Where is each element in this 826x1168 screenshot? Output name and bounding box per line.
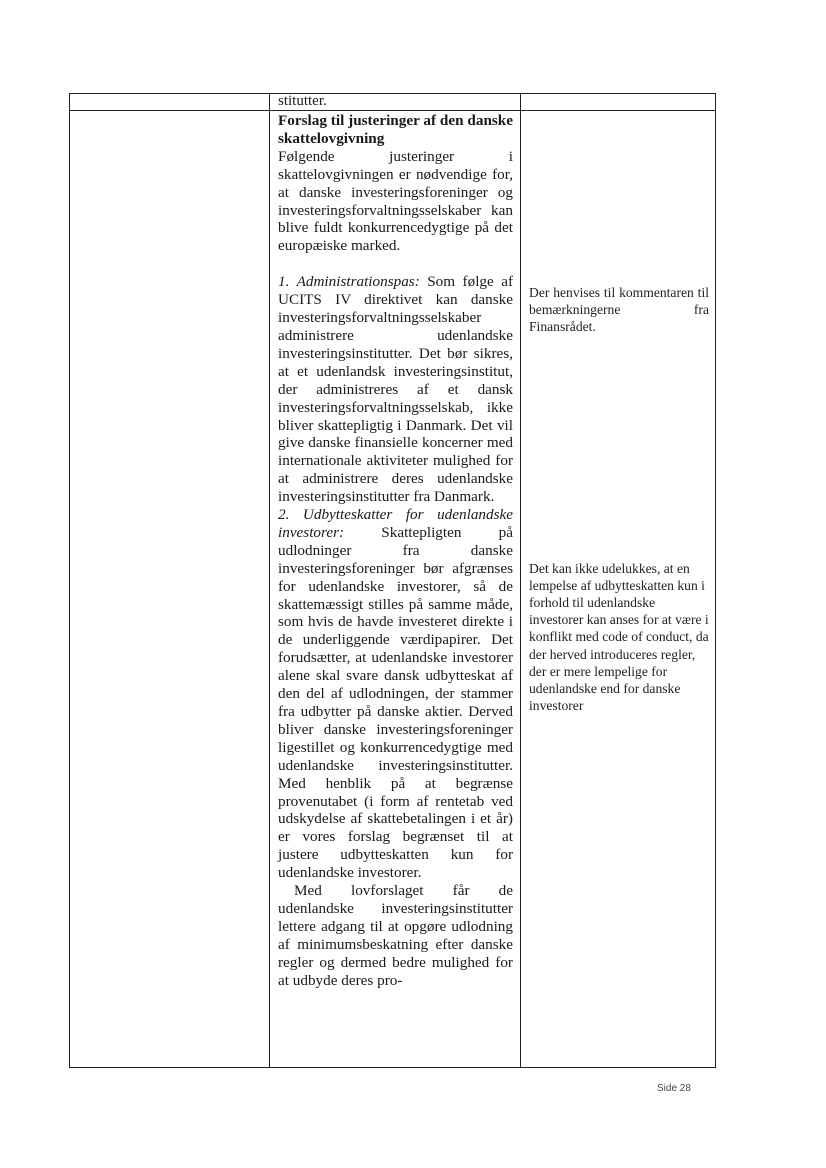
item-1-paragraph <box>278 273 513 506</box>
item-1-text: Som følge af UCITS IV direktivet kan danske investeringsforvaltningsselskaber administrere udenlandske investeringsinstitutter. Det bør sikres, at et udenlandsk investeringsinstitut, der administreres af et dansk investeringsforvaltningsselskab, ikke bliver skattepligtig i Danmark. Det vil give danske finansielle koncerner med internationale aktiviteter mulighed for at administrere deres udenlandske investeringsinstitutter fra Danmark. <box>278 273 513 506</box>
continued-text: stitutter. <box>278 93 327 109</box>
item-2-paragraph <box>278 506 513 882</box>
section-heading: Forslag til justeringer af den danske skattelovgivning <box>278 112 513 147</box>
table-cell-middle <box>270 111 521 1068</box>
item-2-text: Skattepligten på udlodninger fra danske investeringsforeninger bør afgrænses for udenlandske investorer, så de skattemæssigt stilles på samme måde, som hvis de havde investeret direkte i de underliggende værdipapirer. Det forudsætter, at udenlandske investorer alene skal svare dansk udbytteskat af den del af udlodningen, der stammer fra udbytter på danske aktier. Derved bliver danske investeringsforeninger ligestillet og konkurrencedygtige med udenlandske investeringsinstitutter. Med henblik på at begrænse provenutabet (i form af rentetab ved udskydelse af skattebetalingen i et år) er vores forslag begrænset til at justere udbytteskatten kun for udenlandske investorer. <box>278 523 513 882</box>
item-1-label: 1. Administrationspas: <box>278 273 420 291</box>
comment-1: Der henvises til kommentaren til bemærkningerne fra Finansrådet. <box>529 285 709 335</box>
item-2-label: 2. Udbytteskatter for udenlandske investorer: <box>278 506 513 541</box>
table-row <box>70 111 716 1068</box>
intro-paragraph: Følgende justeringer i skattelovgivningen er nødvendige for, at danske investeringsforeninger og investeringsforvaltningsselskaber kan blive fuldt konkurrencedygtige på det europæiske marked. <box>278 147 513 255</box>
table-cell-middle <box>270 94 521 111</box>
table-cell-left <box>70 94 270 111</box>
comment-2: Det kan ikke udelukkes, at en lempelse af udbytteskatten kun i forhold til udenlandske investorer kan anses for at være i konflikt med code of conduct, da der herved introduceres regler, der er mere lempelige for udenlandske end for danske investorer <box>529 560 709 714</box>
page-number: Side 28 <box>657 1083 691 1094</box>
table-cell-right <box>521 111 716 1068</box>
comment-table <box>69 93 716 1068</box>
table-cell-left <box>70 111 270 1068</box>
table-row <box>70 94 716 111</box>
table-cell-right <box>521 94 716 111</box>
item-2-paragraph-2: Med lovforslaget får de udenlandske investeringsinstitutter lettere adgang til at opgøre udlodning af minimumsbeskatning efter danske regler og dermed bedre mulighed for at udbyde deres pro- <box>278 882 513 989</box>
